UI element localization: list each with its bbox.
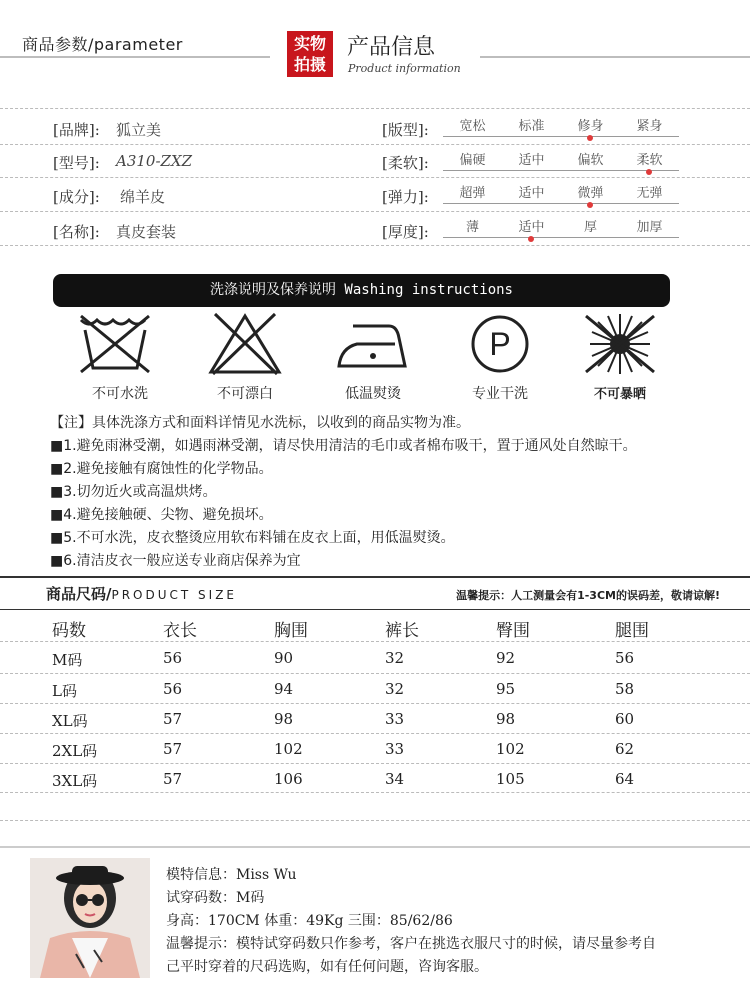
- scale-option: 超弹: [459, 186, 486, 201]
- care-note: ■5.不可水洗，皮衣整烫应用软布料铺在皮衣上面，用低温熨烫。: [50, 530, 455, 546]
- divider: [0, 673, 750, 674]
- dry-clean-label: 专业干洗: [472, 386, 528, 402]
- divider: [0, 820, 750, 821]
- size-title-en: PRODUCT SIZE: [111, 588, 238, 602]
- table-cell: 105: [496, 770, 525, 788]
- badge-line-1: 实物: [293, 34, 326, 53]
- size-tip: 温馨提示：人工测量会有1-3CM的误码差，敬请谅解!: [456, 589, 720, 602]
- model-tip-line2: 己平时穿着的尺码选购，如有任何问题，咨询客服。: [166, 959, 488, 975]
- fit-scale: [443, 115, 679, 137]
- col-header: 码数: [52, 621, 86, 641]
- scale-selected-dot: [587, 135, 593, 141]
- real-shot-badge: [287, 31, 333, 77]
- scale-option: 薄: [465, 220, 479, 235]
- elasticity-scale: [443, 182, 679, 204]
- model-size: 试穿码数：M码: [166, 890, 265, 906]
- scale-option: 适中: [518, 153, 545, 168]
- divider: [0, 245, 750, 246]
- divider: [0, 641, 750, 642]
- col-header: 臀围: [496, 621, 530, 641]
- scale-option: 宽松: [459, 119, 486, 134]
- size-section-divider: [0, 576, 750, 578]
- param-label-softness: [柔软]:: [382, 154, 429, 172]
- washing-instructions-bar: 洗涤说明及保养说明 Washing instructions: [53, 274, 670, 307]
- table-cell: 57: [163, 740, 183, 758]
- no-washing-icon: [75, 312, 155, 376]
- page-subtitle: Product information: [348, 62, 461, 75]
- model-photo: [30, 858, 150, 978]
- badge-line-2: 拍摄: [293, 55, 326, 74]
- table-cell: 56: [163, 649, 183, 667]
- size-section-title: [46, 583, 237, 604]
- scale-option: 适中: [518, 186, 545, 201]
- table-cell: 60: [615, 710, 635, 728]
- care-note: ■2.避免接触有腐蚀性的化学物品。: [50, 461, 273, 477]
- col-header: 裤长: [385, 621, 419, 641]
- scale-option: 柔软: [636, 153, 663, 168]
- table-cell: M码: [52, 651, 83, 669]
- page-title: 产品信息: [347, 35, 436, 60]
- thickness-scale: [443, 216, 679, 238]
- table-cell: 62: [615, 740, 635, 758]
- table-cell: 33: [385, 710, 405, 728]
- divider: [0, 733, 750, 734]
- param-label-elasticity: [弹力]:: [382, 188, 429, 206]
- table-cell: 34: [385, 770, 405, 788]
- scale-option: 修身: [577, 119, 604, 134]
- param-value-material: 绵羊皮: [120, 188, 166, 206]
- scale-option: 偏硬: [459, 153, 486, 168]
- no-sun-exposure-icon: [580, 312, 660, 376]
- param-label-fit: [版型]:: [382, 121, 429, 139]
- size-title-cn: 商品尺码/: [46, 585, 112, 603]
- no-washing-label: 不可水洗: [92, 386, 148, 402]
- model-info: 模特信息：Miss Wu: [166, 867, 297, 883]
- no-bleach-icon: [205, 312, 285, 376]
- param-value-name: 真皮套装: [116, 223, 177, 241]
- table-cell: 2XL码: [52, 742, 98, 760]
- low-iron-icon: [333, 312, 413, 376]
- divider: [0, 177, 750, 178]
- param-label-model: [型号]:: [53, 154, 100, 172]
- parameter-heading: 商品参数/parameter: [22, 35, 183, 54]
- care-note: ■4.避免接触硬、尖物、避免损坏。: [50, 507, 273, 523]
- softness-scale: [443, 149, 679, 171]
- professional-dry-clean-icon: [460, 312, 540, 376]
- param-value-brand: 狐立美: [116, 121, 162, 139]
- scale-option: 厚: [583, 220, 597, 235]
- model-tip-line1: 温馨提示：模特试穿码数只作参考，客户在挑选衣服尺寸的时候，请尽量参考自: [166, 936, 656, 952]
- table-cell: 102: [274, 740, 303, 758]
- no-sun-label: 不可暴晒: [593, 387, 646, 402]
- table-cell: 106: [274, 770, 303, 788]
- header-divider-right: [480, 56, 750, 58]
- scale-option: 紧身: [636, 119, 663, 134]
- param-value-model: A310-ZXZ: [116, 152, 193, 170]
- scale-selected-dot: [528, 236, 534, 242]
- table-cell: 56: [163, 680, 183, 698]
- table-cell: 56: [615, 649, 635, 667]
- table-cell: 90: [274, 649, 294, 667]
- care-note: 【注】具体洗涤方式和面料详情见水洗标，以收到的商品实物为准。: [50, 415, 470, 431]
- divider: [0, 703, 750, 704]
- svg-text:P: P: [489, 326, 511, 362]
- table-cell: 33: [385, 740, 405, 758]
- param-label-thickness: [厚度]:: [382, 223, 429, 241]
- param-label-name: [名称]:: [53, 223, 100, 241]
- scale-option: 适中: [518, 220, 545, 235]
- model-measurements: 身高：170CM 体重：49Kg 三围：85/62/86: [166, 913, 453, 929]
- divider: [0, 108, 750, 109]
- scale-option: 加厚: [636, 220, 663, 235]
- scale-option: 标准: [518, 119, 545, 134]
- divider: [0, 211, 750, 212]
- col-header: 腿围: [615, 621, 649, 641]
- table-cell: 92: [496, 649, 516, 667]
- table-cell: 95: [496, 680, 516, 698]
- size-header-divider: [0, 609, 750, 610]
- model-section-divider: [0, 846, 750, 848]
- care-note: ■1.避免雨淋受潮，如遇雨淋受潮，请尽快用清洁的毛巾或者棉布吸干，置于通风处自然晾干。: [50, 438, 637, 454]
- scale-selected-dot: [646, 169, 652, 175]
- table-cell: 57: [163, 710, 183, 728]
- table-cell: 32: [385, 680, 405, 698]
- table-cell: 98: [496, 710, 516, 728]
- divider: [0, 792, 750, 793]
- low-iron-label: 低温熨烫: [345, 386, 401, 402]
- param-label-material: [成分]:: [53, 188, 100, 206]
- table-cell: XL码: [52, 712, 88, 730]
- scale-option: 微弹: [577, 186, 604, 201]
- scale-option: 无弹: [636, 186, 663, 201]
- table-cell: 102: [496, 740, 525, 758]
- table-cell: 98: [274, 710, 294, 728]
- table-cell: L码: [52, 682, 77, 700]
- param-label-brand: [品牌]:: [53, 121, 100, 139]
- care-note: ■6.清洁皮衣一般应送专业商店保养为宜: [50, 553, 301, 569]
- table-cell: 64: [615, 770, 635, 788]
- table-cell: 94: [274, 680, 294, 698]
- care-note: ■3.切勿近火或高温烘烤。: [50, 484, 217, 500]
- divider: [0, 144, 750, 145]
- divider: [0, 763, 750, 764]
- no-bleach-label: 不可漂白: [217, 386, 273, 402]
- scale-option: 偏软: [577, 153, 604, 168]
- table-cell: 57: [163, 770, 183, 788]
- table-cell: 32: [385, 649, 405, 667]
- scale-selected-dot: [587, 202, 593, 208]
- table-cell: 3XL码: [52, 772, 98, 790]
- col-header: 衣长: [163, 621, 197, 641]
- table-cell: 58: [615, 680, 635, 698]
- header-divider-left: [0, 56, 270, 58]
- col-header: 胸围: [274, 621, 308, 641]
